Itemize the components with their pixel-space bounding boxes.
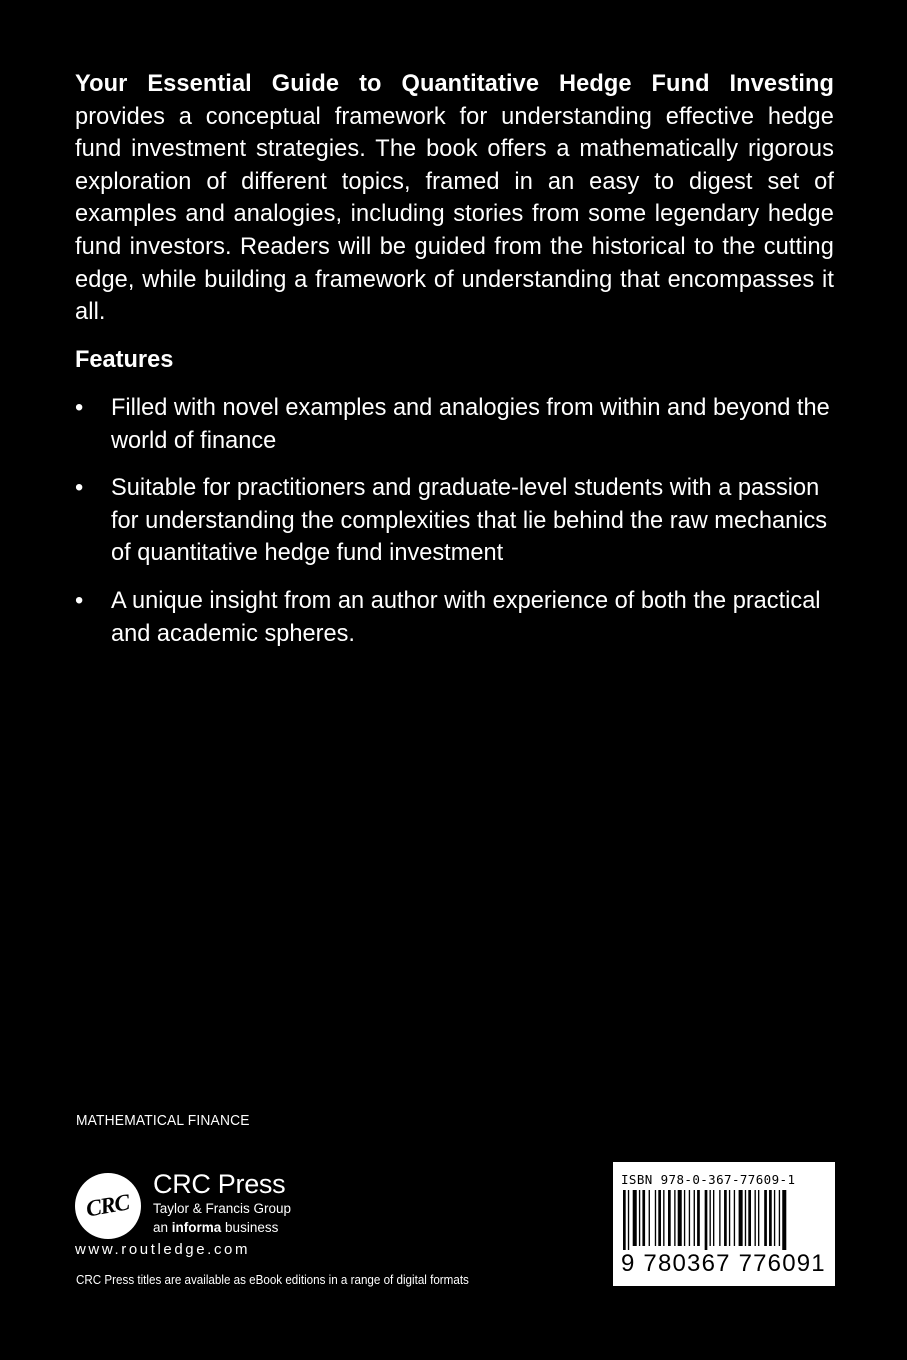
- barcode-bar: [779, 1190, 780, 1246]
- subject-category: MATHEMATICAL FINANCE: [76, 1112, 250, 1129]
- bullet-icon: •: [75, 395, 84, 421]
- barcode-bar: [719, 1190, 720, 1246]
- barcode-bar: [694, 1190, 695, 1246]
- barcode-bar: [782, 1190, 786, 1250]
- barcode-bar: [774, 1190, 775, 1246]
- barcode-bar: [633, 1190, 637, 1246]
- barcode-bar: [674, 1190, 675, 1246]
- barcode-bar: [655, 1190, 656, 1246]
- barcode-bar: [678, 1190, 682, 1246]
- publisher-website: www.routledge.com: [75, 1241, 251, 1258]
- barcode-bar: [705, 1190, 708, 1250]
- barcode-bar: [769, 1190, 772, 1246]
- barcode-bar: [755, 1190, 756, 1246]
- barcode-bar: [758, 1190, 759, 1246]
- barcode-bar: [684, 1190, 685, 1246]
- feature-item: • Filled with novel examples and analogies from within and beyond the world of finance: [75, 392, 831, 457]
- features-heading: Features: [75, 347, 174, 373]
- publisher-group: Taylor & Francis Group: [153, 1201, 292, 1216]
- features-list: [75, 392, 835, 665]
- isbn-label: ISBN 978-0-367-77609-1: [621, 1172, 796, 1187]
- crc-logo-text: CRC: [84, 1189, 132, 1222]
- feature-item: • Suitable for practitioners and graduate-level students with a passion for understanding the complexities that lie behind the raw mechanics of quantitative hedge fund investment: [75, 472, 831, 570]
- feature-item: • A unique insight from an author with experience of both the practical and academic spheres.: [75, 585, 831, 650]
- barcode-bar: [663, 1190, 664, 1246]
- publisher-name: CRC Press: [153, 1169, 286, 1199]
- barcode-digits: 9 780367 776091: [621, 1250, 826, 1277]
- barcode-bar: [745, 1190, 746, 1246]
- barcode-bar: [734, 1190, 735, 1246]
- ebook-note: CRC Press titles are available as eBook editions in a range of digital formats: [76, 1273, 469, 1287]
- barcode-bar: [623, 1190, 626, 1250]
- barcode-bar: [628, 1190, 629, 1250]
- barcode-bar: [642, 1190, 645, 1246]
- barcode-bar: [764, 1190, 767, 1246]
- barcode-bar: [639, 1190, 640, 1246]
- barcode-bar: [739, 1190, 743, 1246]
- barcode-icon: [619, 1190, 829, 1250]
- blurb-lead: Your Essential Guide to Quantitative Hedge Fund Investing: [75, 71, 834, 97]
- barcode-bar: [748, 1190, 751, 1246]
- barcode-bar: [729, 1190, 730, 1246]
- bullet-icon: •: [75, 587, 84, 614]
- barcode-bar: [649, 1190, 650, 1246]
- barcode-bar: [713, 1190, 714, 1246]
- bullet-icon: •: [75, 475, 84, 502]
- barcode-bar: [710, 1190, 711, 1246]
- publisher-business: an informa business: [153, 1220, 279, 1235]
- barcode-box: [613, 1162, 835, 1286]
- informa-brand: informa: [171, 1220, 222, 1235]
- crc-logo-icon: [75, 1173, 141, 1239]
- back-cover-blurb: [75, 68, 834, 329]
- barcode-bar: [658, 1190, 661, 1246]
- blurb-body: provides a conceptual framework for understanding effective hedge fund investment strategies. The book offers a mathematically rigorous exploration of different topics, framed in an easy to digest set of examples and analogies, including stories from some legendary hedge fund investors. Readers will be guided from the historical to the cutting edge, while building a framework of understanding that encompasses it all.: [75, 103, 834, 326]
- barcode-bar: [697, 1190, 700, 1246]
- barcode-bar: [689, 1190, 690, 1246]
- barcode-bar: [724, 1190, 727, 1246]
- barcode-bar: [668, 1190, 671, 1246]
